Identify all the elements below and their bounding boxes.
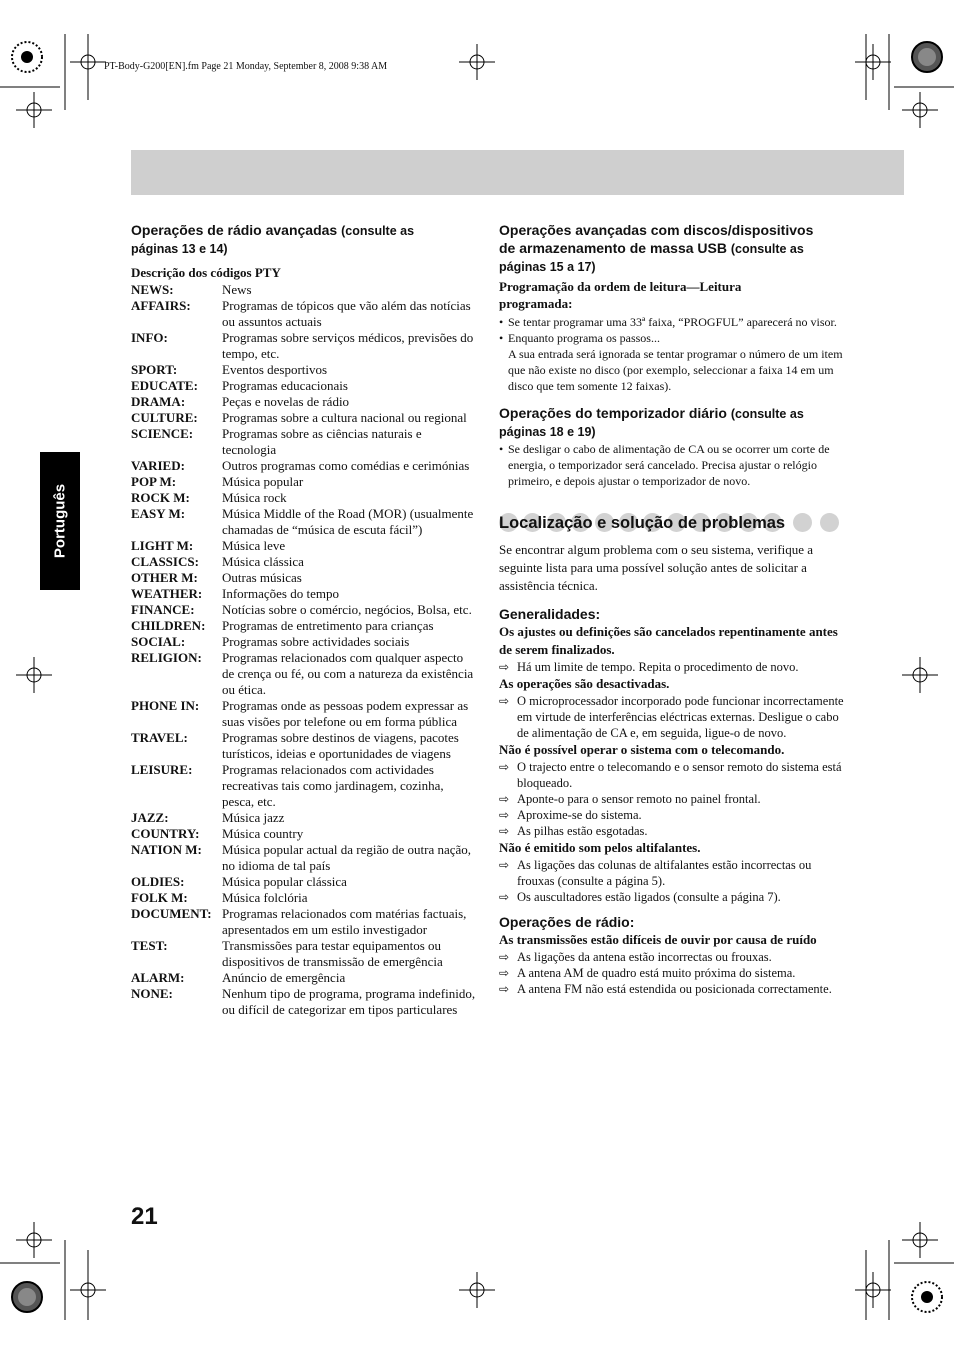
pty-code: FINANCE: — [131, 602, 195, 617]
problem-answer — [499, 981, 851, 997]
arrow-icon: ⇨ — [499, 760, 510, 774]
timer-ref-a: (consulte as — [730, 407, 804, 421]
table-row — [131, 458, 477, 474]
discs-heading-line1: Operações avançadas com discos/dispositivos — [499, 222, 814, 238]
advanced-radio-title: Operações de rádio avançadas — [131, 222, 338, 238]
arrow-icon: ⇨ — [499, 808, 510, 822]
table-row — [131, 970, 477, 986]
pty-description: Programas sobre a cultura nacional ou regional — [222, 410, 467, 425]
pty-description: Nenhum tipo de programa, programa indefinido, ou difícil de categorizar em tipos particulares — [222, 986, 476, 1017]
table-row — [131, 938, 477, 970]
table-row — [131, 378, 477, 394]
timer-title: Operações do temporizador diário — [499, 405, 727, 421]
troubleshooting-heading — [499, 511, 851, 535]
pty-description: Transmissões para testar equipamentos ou dispositivos de transmissão de emergência — [222, 938, 443, 969]
problem-answer — [499, 823, 851, 839]
pty-description: Outros programas como comédias e cerimónias — [222, 458, 470, 473]
pty-description: Outras músicas — [222, 570, 302, 585]
pty-description: Música rock — [222, 490, 287, 505]
pty-description: Programas onde as pessoas podem expressar as suas visões por telefone ou em forma pública — [222, 698, 469, 729]
table-row — [131, 362, 477, 378]
pty-code: OTHER M: — [131, 570, 198, 585]
timer-heading — [499, 404, 851, 423]
answer-text: As ligações das colunas de altifalantes estão incorrectas ou frouxas (consulte a página 5). — [517, 858, 812, 888]
table-row — [131, 538, 477, 554]
table-row — [131, 586, 477, 602]
answer-text: As ligações da antena estão incorrectas ou frouxas. — [517, 950, 772, 964]
pty-description: Programas sobre actividades sociais — [222, 634, 410, 649]
table-row — [131, 298, 477, 330]
program-subheading: Programação da ordem de leitura—Leitura programada: — [499, 279, 742, 311]
pty-description: Peças e novelas de rádio — [222, 394, 350, 409]
pty-description: Programas relacionados com matérias factuais, apresentados em um estilo investigador — [222, 906, 467, 937]
answer-text: Há um limite de tempo. Repita o procedimento de novo. — [517, 660, 799, 674]
table-row — [131, 762, 477, 810]
arrow-icon: ⇨ — [499, 966, 510, 980]
table-row — [131, 602, 477, 618]
arrow-icon: ⇨ — [499, 982, 510, 996]
table-row — [131, 570, 477, 586]
pty-description: Programas sobre destinos de viagens, pacotes turísticos, ideias e oportunidades de viagens — [222, 730, 459, 761]
pty-code: CLASSICS: — [131, 554, 199, 569]
table-row — [131, 426, 477, 458]
answer-text: O trajecto entre o telecomando e o sensor remoto do sistema está bloqueado. — [517, 760, 842, 790]
timer-bullets — [499, 441, 851, 489]
table-row — [131, 730, 477, 762]
advanced-radio-heading — [131, 221, 477, 240]
pty-code: NONE: — [131, 986, 173, 1001]
left-column — [131, 221, 477, 1018]
table-row — [131, 874, 477, 890]
problem-question: As transmissões estão difíceis de ouvir por causa de ruído — [499, 932, 817, 947]
pty-code: OLDIES: — [131, 874, 185, 889]
pty-description: Programas relacionados com qualquer aspecto de crença ou fé, ou com a natureza da existência ou ética. — [222, 650, 474, 697]
right-column — [499, 221, 851, 997]
problem-question: Não é emitido som pelos altifalantes. — [499, 840, 701, 855]
arrow-icon: ⇨ — [499, 890, 510, 904]
radio-problems — [499, 931, 851, 997]
table-row — [131, 634, 477, 650]
header-bar — [131, 150, 904, 195]
troubleshooting-title: Localização e solução de problemas — [499, 514, 786, 532]
pty-description: Programas de tópicos que vão além das notícias ou assuntos actuais — [222, 298, 471, 329]
pty-code: LEISURE: — [131, 762, 193, 777]
answer-text: O microprocessador incorporado pode funcionar incorrectamente em virtude de interferências eléctricas externas. Desligue o cabo de alimentação de CA e, em seguida, ligue-o de novo. — [517, 694, 844, 740]
arrow-icon: ⇨ — [499, 792, 510, 806]
pty-code: POP M: — [131, 474, 177, 489]
pty-code: RELIGION: — [131, 650, 202, 665]
problem-answer — [499, 857, 851, 889]
pty-description: Música Middle of the Road (MOR) (usualmente chamadas de “música de escuta fácil”) — [222, 506, 474, 537]
answer-text: As pilhas estão esgotadas. — [517, 824, 648, 838]
pty-code: JAZZ: — [131, 810, 169, 825]
pty-description: Anúncio de emergência — [222, 970, 346, 985]
problem-answer — [499, 965, 851, 981]
table-row — [131, 330, 477, 362]
print-info: PT-Body-G200[EN].fm Page 21 Monday, September 8, 2008 9:38 AM — [104, 61, 388, 72]
pty-code: NEWS: — [131, 282, 174, 297]
program-bullets — [499, 314, 851, 394]
arrow-icon: ⇨ — [499, 694, 510, 708]
problem-answer — [499, 693, 851, 741]
problem-answer — [499, 659, 851, 675]
pty-code: INFO: — [131, 330, 168, 345]
pty-description: Programas de entretimento para crianças — [222, 618, 434, 633]
problem-question: Os ajustes ou definições são cancelados repentinamente antes de serem finalizados. — [499, 624, 838, 657]
advanced-radio-ref-b: páginas 13 e 14) — [131, 242, 228, 256]
pty-description: Programas sobre as ciências naturais e tecnologia — [222, 426, 422, 457]
discs-ref-b: páginas 15 a 17) — [499, 260, 596, 274]
answer-text: Os auscultadores estão ligados (consulte a página 7). — [517, 890, 781, 904]
pty-code: SPORT: — [131, 362, 178, 377]
pty-code: CHILDREN: — [131, 618, 206, 633]
table-row — [131, 282, 477, 298]
pty-code: TEST: — [131, 938, 168, 953]
pty-description: Programas educacionais — [222, 378, 348, 393]
pty-description: Música popular clássica — [222, 874, 347, 889]
discs-heading-line2 — [499, 239, 851, 258]
pty-code: AFFAIRS: — [131, 298, 191, 313]
pty-description: Programas relacionados com actividades recreativas tais como jardinagem, cozinha, pesca, etc. — [222, 762, 444, 809]
pty-code: NATION M: — [131, 842, 202, 857]
arrow-icon: ⇨ — [499, 950, 510, 964]
pty-description: Música clássica — [222, 554, 304, 569]
pty-code: DOCUMENT: — [131, 906, 212, 921]
program-note: A sua entrada será ignorada se tentar programar o número de um item que não existe no disco (por exemplo, seleccionar a faixa 14 em um disco que tem somente 12 faixas). — [508, 347, 843, 393]
table-row — [131, 890, 477, 906]
list-item: • Enquanto programa os passos... A sua entrada será ignorada se tentar programar o número de um item que não existe no disco (por exemplo, seleccionar a faixa 14 em um disco que tem somente 12 faixas). — [499, 331, 843, 393]
pty-code: SCIENCE: — [131, 426, 194, 441]
pty-description: Música country — [222, 826, 304, 841]
list-item: • Se desligar o cabo de alimentação de CA ou se ocorrer um corte de energia, o temporizador será cancelado. Precisa ajustar o relógio primeiro, e depois ajustar o temporizador de novo. — [499, 442, 830, 488]
radio-heading: Operações de rádio: — [499, 914, 635, 930]
table-row — [131, 698, 477, 730]
pty-code: CULTURE: — [131, 410, 198, 425]
pty-code: ALARM: — [131, 970, 185, 985]
pty-description: Programas sobre serviços médicos, previsões do tempo, etc. — [222, 330, 474, 361]
pty-description: Música folclória — [222, 890, 308, 905]
arrow-icon: ⇨ — [499, 824, 510, 838]
problem-answer — [499, 807, 851, 823]
general-heading: Generalidades: — [499, 606, 601, 622]
pty-title: Descrição dos códigos PTY — [131, 265, 281, 280]
pty-code: TRAVEL: — [131, 730, 188, 745]
table-row — [131, 906, 477, 938]
pty-description: Música popular — [222, 474, 304, 489]
language-side-tab — [40, 452, 80, 590]
table-row — [131, 618, 477, 634]
pty-code: COUNTRY: — [131, 826, 200, 841]
answer-text: A antena FM não está estendida ou posicionada correctamente. — [517, 982, 832, 996]
pty-description: News — [222, 282, 252, 297]
pty-code: SOCIAL: — [131, 634, 186, 649]
table-row — [131, 474, 477, 490]
pty-table — [131, 282, 477, 1018]
pty-code: EASY M: — [131, 506, 186, 521]
pty-description: Música leve — [222, 538, 286, 553]
list-item: • Se tentar programar uma 33ª faixa, “PROGFUL” aparecerá no visor. — [499, 315, 837, 329]
arrow-icon: ⇨ — [499, 660, 510, 674]
page-number: 21 — [131, 1203, 158, 1230]
general-problems — [499, 623, 851, 905]
problem-answer — [499, 949, 851, 965]
table-row — [131, 410, 477, 426]
pty-code: PHONE IN: — [131, 698, 200, 713]
pty-description: Música popular actual da região de outra nação, no idioma de tal país — [222, 842, 472, 873]
answer-text: Aponte-o para o sensor remoto no painel frontal. — [517, 792, 761, 806]
answer-text: A antena AM de quadro está muito próxima do sistema. — [517, 966, 796, 980]
pty-code: LIGHT M: — [131, 538, 194, 553]
pty-code: EDUCATE: — [131, 378, 198, 393]
table-row — [131, 986, 477, 1018]
table-row — [131, 490, 477, 506]
table-row — [131, 810, 477, 826]
pty-code: FOLK M: — [131, 890, 188, 905]
problem-question: Não é possível operar o sistema com o telecomando. — [499, 742, 785, 757]
timer-ref-b: páginas 18 e 19) — [499, 425, 596, 439]
language-label: Português — [51, 483, 69, 559]
table-row — [131, 394, 477, 410]
table-row — [131, 842, 477, 874]
advanced-radio-ref-a: (consulte as — [341, 224, 415, 238]
table-row — [131, 506, 477, 538]
answer-text: Aproxime-se do sistema. — [517, 808, 642, 822]
discs-heading-title: de armazenamento de massa USB — [499, 240, 727, 256]
pty-code: ROCK M: — [131, 490, 190, 505]
problem-answer — [499, 791, 851, 807]
problem-answer — [499, 889, 851, 905]
problem-answer — [499, 759, 851, 791]
pty-code: WEATHER: — [131, 586, 203, 601]
pty-description: Eventos desportivos — [222, 362, 328, 377]
troubleshooting-intro: Se encontrar algum problema com o seu sistema, verifique a seguinte lista para uma possível solução antes de solicitar a assistência técnica. — [499, 542, 814, 593]
table-row — [131, 554, 477, 570]
arrow-icon: ⇨ — [499, 858, 510, 872]
pty-code: VARIED: — [131, 458, 185, 473]
pty-description: Música jazz — [222, 810, 285, 825]
pty-description: Notícias sobre o comércio, negócios, Bolsa, etc. — [222, 602, 472, 617]
discs-ref-a: (consulte as — [730, 242, 804, 256]
problem-question: As operações são desactivadas. — [499, 676, 670, 691]
pty-code: DRAMA: — [131, 394, 186, 409]
pty-description: Informações do tempo — [222, 586, 339, 601]
table-row — [131, 650, 477, 698]
table-row — [131, 826, 477, 842]
